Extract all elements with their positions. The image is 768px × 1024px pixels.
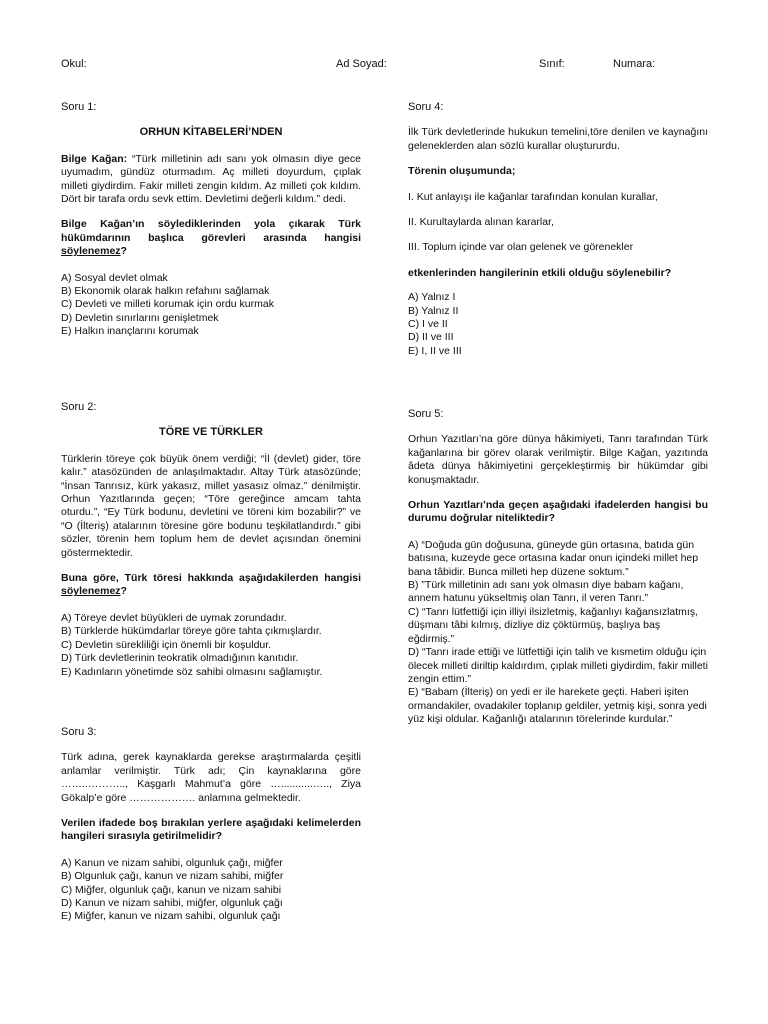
option-a[interactable]: A) Töreye devlet büyükleri de uymak zorundadır. [61, 611, 287, 624]
question-5 [408, 408, 708, 727]
statement-i: I. Kut anlayışı ile kağanlar tarafından konulan kurallar, [408, 190, 658, 203]
question-3-stem: Verilen ifadede boş bırakılan yerlere aşağıdaki kelimelerden hangileri sırasıyla getirilmelidir? [61, 817, 361, 843]
option-e[interactable]: E) I, II ve III [408, 344, 462, 357]
option-a[interactable]: A) “Doğuda gün doğusuna, güneyde gün ortasına, batıda gün batısına, kuzeyde gece ortasına kadar onun içindeki millet hep bana tâbidir. Bunca milleti hep düzene soktum.” [408, 538, 699, 578]
option-d[interactable]: D) “Tanrı irade ettiği ve lütfettiği için talih ve kısmetim olduğu için ölecek milleti diriltip kaldırdım, çıplak milleti giydirdim, fakir milleti zengin ettim.” [408, 646, 708, 685]
option-a[interactable]: A) Yalnız I [408, 291, 456, 304]
question-5-options [408, 539, 708, 727]
option-b[interactable]: B) Ekonomik olarak halkın refahını sağlamak [61, 285, 270, 298]
option-c[interactable]: C) Miğfer, olgunluk çağı, kanun ve nizam sahibi [61, 883, 282, 896]
class-label: Sınıf: [539, 58, 565, 70]
question-2-label: Soru 2: [61, 401, 97, 413]
option-e[interactable]: E) Halkın inançlarını korumak [61, 325, 199, 338]
option-d[interactable]: D) II ve III [408, 331, 454, 344]
question-3-options [61, 857, 361, 924]
question-1-options [61, 272, 361, 339]
statement-iii: III. Toplum içinde var olan gelenek ve görenekler [408, 241, 634, 254]
question-2-options [61, 612, 361, 679]
question-1-stem: Bilge Kağan’ın söylediklerinden yola çıkarak Türk hükümdarının başlıca görevleri arasında hangisi söylenemez? [61, 218, 361, 258]
question-3-passage: Türk adına, gerek kaynaklarda gerekse araştırmalarda çeşitli anlamlar verilmiştir. Türk adı; Çin kaynaklarına göre ……..……….., Kaşgarlı Mahmut’a göre …...........….., Ziya Gökalp’e göre ………………. anlamına gelmektedir. [61, 751, 361, 804]
question-1-title: ORHUN KİTABELERİ’NDEN [139, 126, 283, 139]
option-c[interactable]: C) I ve II [408, 318, 448, 331]
question-4-stem: etkenlerinden hangilerinin etkili olduğu söylenebilir? [408, 266, 672, 279]
question-1-passage: Bilge Kağan: “Türk milletinin adı sanı yok olmasın diye gece uyumadım, gündüz oturmadım. Aç milleti doyurdum, çıplak milleti giydirdim. Fakir milleti zengin kıldım. Az milleti çok kıldım. Dört bir tarafa ordu sevk ettim. Devletimi değerli kıldım.” dedi. [61, 152, 361, 206]
number-label: Numara: [613, 58, 656, 70]
question-2-stem: Buna göre, Türk töresi hakkında aşağıdakilerden hangisi söylenemez? [61, 572, 361, 598]
option-a[interactable]: A) Sosyal devlet olmak [61, 271, 168, 284]
option-b[interactable]: B) Yalnız II [408, 304, 459, 317]
option-a[interactable]: A) Kanun ve nizam sahibi, olgunluk çağı, miğfer [61, 856, 283, 869]
option-c[interactable]: C) Devletin sürekliliği için önemli bir koşuldur. [61, 638, 272, 651]
option-e[interactable]: E) “Babam (İlteriş) on yedi er ile harekete geçti. Haberi işiten ormandakiler, ovadakiler toplanıp geldiler, yetmiş kişi, sonra yedi yüz kişi oldular. Kağanlığı atalarının törelerinde kurdular.” [408, 686, 707, 726]
statement-ii: II. Kurultaylarda alınan kararlar, [408, 216, 554, 229]
school-label: Okul: [61, 58, 87, 70]
option-d[interactable]: D) Türk devletlerinin teokratik olmadığının kanıtıdır. [61, 652, 299, 665]
option-b[interactable]: B) ”Türk milletinin adı sanı yok olmasın diye babam kağanı, annem hatunu yükseltmiş olan Tanrı, il veren Tanrı.” [408, 579, 684, 605]
option-b[interactable]: B) Olgunluk çağı, kanun ve nizam sahibi, miğfer [61, 870, 284, 883]
question-5-stem: Orhun Yazıtları’nda geçen aşağıdaki ifadelerden hangisi bu durumu doğrular niteliktedir? [408, 499, 708, 525]
name-label: Ad Soyad: [336, 58, 387, 70]
question-3-label: Soru 3: [61, 726, 97, 738]
question-5-passage: Orhun Yazıtları’na göre dünya hâkimiyeti, Tanrı tarafından Türk kağanlarına bir görev olarak verilmiştir. Bilge Kağan, yazıtında âdeta dünya hâkimiyetini gerçekleştirmiş bir hükümdar gibi konuşmaktadır. [408, 433, 708, 486]
option-c[interactable]: C) “Tanrı lütfettiği için illiyi ilsizletmiş, kağanlıyı kağansızlatmış, düşmanı tâbi kılmış, dizliye diz çöktürmüş, başlıya baş eğdirmiş.” [408, 605, 699, 645]
option-b[interactable]: B) Türklerde hükümdarlar töreye göre tahta çıkmışlardır. [61, 625, 322, 638]
question-4-options [408, 291, 708, 358]
question-2-title: TÖRE VE TÜRKLER [159, 426, 263, 439]
question-4-lead: Törenin oluşumunda; [408, 165, 516, 178]
question-2-passage: Türklerin töreye çok büyük önem verdiği; “İl (devlet) gider, töre kalır.” atasözünden de anlaşılmaktadır. Altay Türk atasözünde; “İnsan Tanrısız, kürk yakasız, millet yasasız olmaz.” denilmiştir. Orhun Yazıtlarında geçen; “Töre gereğince amcam tahta oturdu.”, “Ey Türk bodunu, devletini ve töreni kim bozabilir?” ve “O (İlteriş) atalarının töresine göre bodunu teşkilatlandırdı.” gibi sözler, törenin hem toplum hem de devlet açısından önemini göstermektedir. [61, 452, 361, 559]
option-c[interactable]: C) Devleti ve milleti korumak için ordu kurmak [61, 298, 274, 311]
question-4 [408, 101, 708, 358]
option-e[interactable]: E) Kadınların yönetimde söz sahibi olmasını sağlamıştır. [61, 665, 323, 678]
question-4-label: Soru 4: [408, 101, 444, 113]
option-e[interactable]: E) Miğfer, kanun ve nizam sahibi, olgunluk çağı [61, 910, 281, 923]
question-3 [61, 726, 361, 924]
question-2 [61, 401, 361, 679]
question-1 [61, 101, 361, 339]
question-1-label: Soru 1: [61, 101, 97, 113]
option-d[interactable]: D) Kanun ve nizam sahibi, miğfer, olgunluk çağı [61, 897, 283, 910]
option-d[interactable]: D) Devletin sınırlarını genişletmek [61, 311, 219, 324]
question-4-passage: İlk Türk devletlerinde hukukun temelini,töre denilen ve kaynağını geleneklerden alan sözlü kurallar oluştururdu. [408, 126, 708, 152]
question-1-speaker: Bilge Kağan: [61, 152, 128, 165]
question-5-label: Soru 5: [408, 408, 444, 420]
